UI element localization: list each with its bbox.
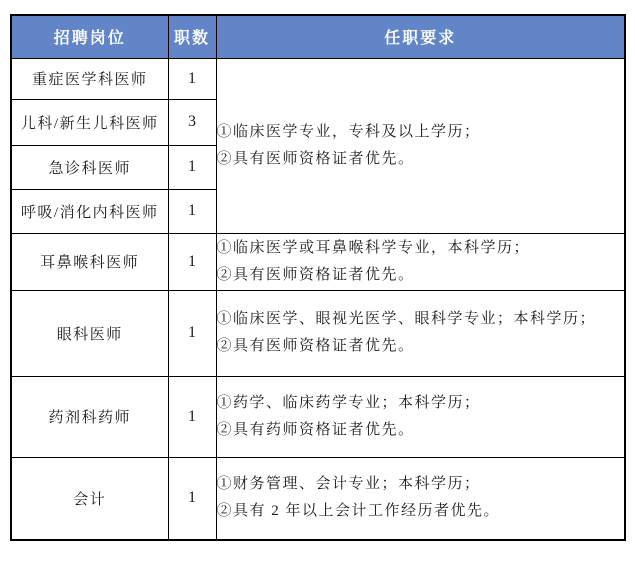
- count-cell: 1: [168, 233, 216, 290]
- table-row: [11, 233, 625, 290]
- position-cell: 急诊科医师: [11, 145, 168, 189]
- count-cell: 1: [168, 290, 216, 376]
- position-cell: 眼科医师: [11, 290, 168, 376]
- requirement-line: ②具有 2 年以上会计工作经历者优先。: [216, 503, 501, 520]
- header-requirements: 任职要求: [216, 15, 625, 58]
- requirements-cell: [216, 457, 625, 540]
- requirement-line: ①药学、临床药学专业；本科学历；: [216, 394, 481, 411]
- requirement-line: ②具有医师资格证者优先。: [216, 338, 415, 354]
- table-header-row: [11, 15, 625, 58]
- requirement-line: ①临床医学、眼视光医学、眼科学专业；本科学历；: [216, 311, 597, 327]
- position-cell: 儿科/新生儿科医师: [11, 99, 168, 145]
- table-row: [11, 376, 625, 457]
- requirements-cell: [216, 233, 625, 290]
- count-cell: 1: [168, 58, 216, 99]
- requirement-line: ②具有医师资格证者优先。: [216, 266, 415, 283]
- count-cell: 1: [168, 145, 216, 189]
- position-cell: 重症医学科医师: [11, 58, 168, 99]
- position-cell: 药剂科药师: [11, 376, 168, 457]
- header-count: 职数: [168, 15, 216, 58]
- requirement-line: ①临床医学或耳鼻喉科学专业，本科学历；: [216, 239, 531, 256]
- header-position: 招聘岗位: [11, 15, 168, 58]
- requirement-line: ②具有医师资格证者优先。: [216, 150, 415, 167]
- count-cell: 1: [168, 457, 216, 540]
- count-cell: 1: [168, 189, 216, 233]
- count-cell: 1: [168, 376, 216, 457]
- table-row: [11, 457, 625, 540]
- requirements-cell: [216, 290, 625, 376]
- requirements-cell: [216, 376, 625, 457]
- count-cell: 3: [168, 99, 216, 145]
- requirement-line: ①临床医学专业，专科及以上学历；: [216, 123, 481, 140]
- position-cell: 会计: [11, 457, 168, 540]
- requirement-line: ①财务管理、会计专业；本科学历；: [216, 476, 481, 493]
- table-row: [11, 58, 625, 99]
- recruitment-table: [10, 14, 626, 541]
- table-row: [11, 290, 625, 376]
- position-cell: 呼吸/消化内科医师: [11, 189, 168, 233]
- requirements-cell: [216, 58, 625, 233]
- requirement-line: ②具有药师资格证者优先。: [216, 421, 415, 438]
- position-cell: 耳鼻喉科医师: [11, 233, 168, 290]
